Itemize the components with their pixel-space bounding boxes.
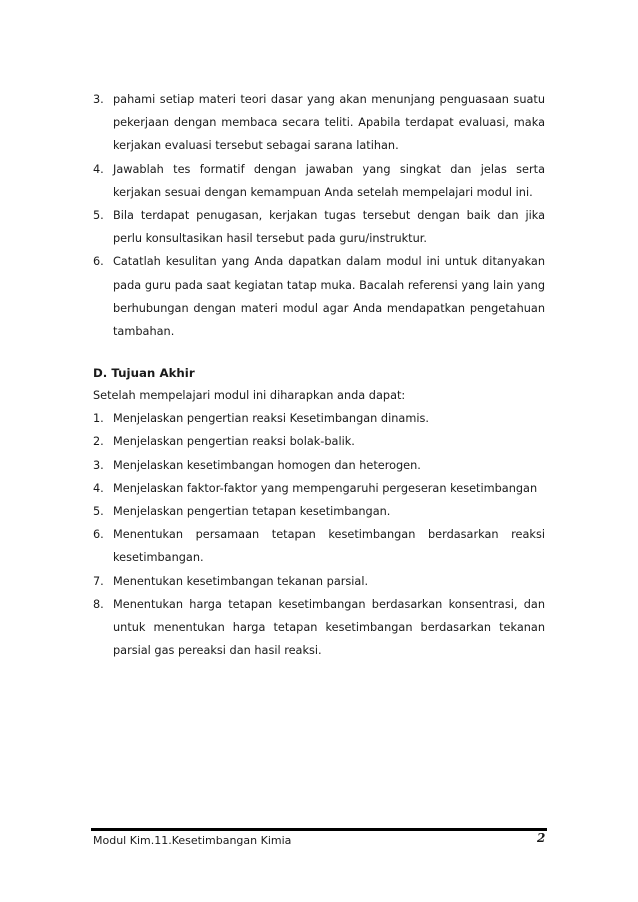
item-text: Menjelaskan pengertian reaksi bolak-balik. [113,435,355,449]
list-item [93,430,545,453]
item-number: 8. [93,597,104,611]
item-text: Jawablah tes formatif dengan jawaban yang singkat dan jelas serta kerjakan sesuai dengan kemampuan Anda setelah mempelajari modul ini. [113,162,545,199]
list-item [93,500,545,523]
item-text: Menentukan kesetimbangan tekanan parsial. [113,574,369,588]
item-number: 6. [93,255,104,269]
item-text: Catatlah kesulitan yang Anda dapatkan dalam modul ini untuk ditanyakan pada guru pada saat kegiatan tatap muka. Bacalah referensi yang lain yang berhubungan dengan materi modul agar Anda mendapatkan pengetahuan tambahan. [113,255,545,339]
item-text: Menjelaskan kesetimbangan homogen dan heterogen. [113,458,421,472]
item-text: Menentukan harga tetapan kesetimbangan berdasarkan konsentrasi, dan untuk menentukan harga tetapan kesetimbangan berdasarkan tekanan parsial gas pereaksi dan hasil reaksi. [113,597,545,658]
item-number: 3. [93,458,104,472]
page-number: 2 [537,831,546,845]
list-item [93,523,545,569]
item-number: 7. [93,574,104,588]
item-text: Menentukan persamaan tetapan kesetimbangan berdasarkan reaksi kesetimbangan. [113,528,545,565]
item-text: Menjelaskan pengertian tetapan kesetimbangan. [113,505,391,519]
list-item [93,593,545,663]
item-text: Menjelaskan faktor-faktor yang mempengaruhi pergeseran kesetimbangan [113,481,538,495]
list-item [93,250,545,343]
section-heading: D. Tujuan Akhir [93,366,195,381]
list-item [93,158,545,204]
item-number: 2. [93,435,104,449]
list-item [93,454,545,477]
item-number: 4. [93,162,104,176]
list-item [93,477,545,500]
objective-list [93,407,545,662]
section-intro: Setelah mempelajari modul ini diharapkan anda dapat: [93,389,406,403]
item-number: 3. [93,93,104,106]
list-item [93,407,545,430]
instruction-list [93,88,545,343]
item-number: 1. [93,412,104,426]
item-number: 6. [93,528,104,542]
item-text: pahami setiap materi teori dasar yang akan menunjang penguasaan suatu pekerjaan dengan membaca secara teliti. Apabila terdapat evaluasi, maka kerjakan evaluasi tersebut sebagai sarana latihan. [113,93,545,153]
list-item [93,204,545,250]
list-item [93,88,545,158]
item-number: 5. [93,209,104,223]
footer-divider [91,828,547,831]
page-content [93,88,545,662]
item-number: 5. [93,505,104,519]
item-number: 4. [93,481,104,495]
item-text: Menjelaskan pengertian reaksi Kesetimbangan dinamis. [113,412,429,426]
footer-module-title: Modul Kim.11.Kesetimbangan Kimia [93,834,292,847]
list-item [93,570,545,593]
item-text: Bila terdapat penugasan, kerjakan tugas tersebut dengan baik dan jika perlu konsultasikan hasil tersebut pada guru/instruktur. [113,209,545,246]
